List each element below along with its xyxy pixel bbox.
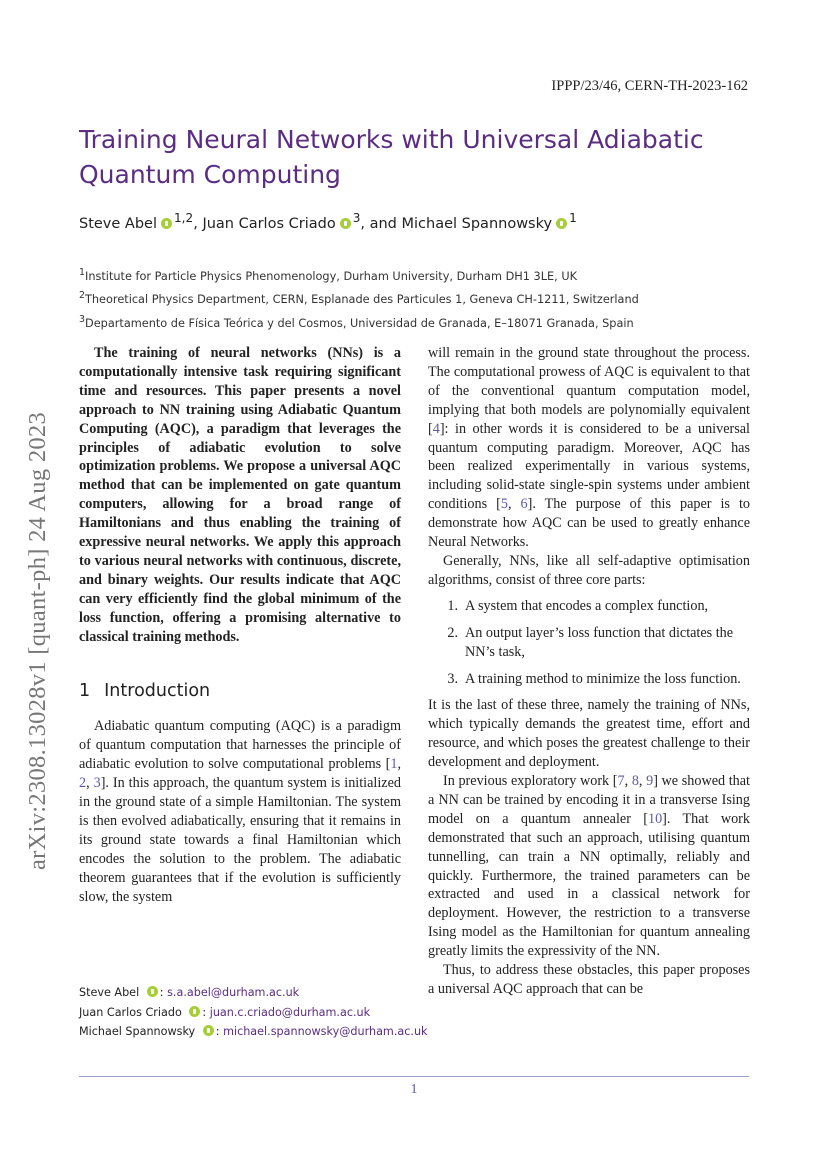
citation-link[interactable]: 9	[646, 773, 654, 790]
footnote: Steve Abel : s.a.abel@durham.ac.uk	[79, 986, 300, 999]
orcid-icon[interactable]	[147, 986, 158, 997]
citation-link[interactable]: 1	[390, 756, 398, 773]
citation-link[interactable]: 4	[432, 420, 440, 437]
intro-paragraph: In previous exploratory work [7, 8, 9] we showed that a NN can be trained by encoding it in a transverse Ising model on a quantum annealer [10]. That work demonstrated that such an approach, utilising quantum tunnelling, can train a NN optimally, reliably and quickly. Furthermore, the trained parameters can be extracted and used in a classical network for deployment. However, the restriction to a transverse Ising model as the Hamiltonian for quantum annealing greatly limits the expressivity of the NN.	[428, 773, 750, 960]
author-footnotes	[79, 983, 428, 1042]
page-number: 1	[410, 1082, 418, 1097]
citation-link[interactable]: 7	[617, 773, 625, 790]
affiliation: $^3$Departamento de Física Teórica y del Cosmos, Universidad de Granada, E–18071 Granada, Spain	[79, 313, 634, 330]
author-affil-sup: 3	[352, 211, 361, 225]
affiliation-list	[79, 263, 639, 333]
orcid-icon[interactable]	[189, 1006, 200, 1017]
author-name: Juan Carlos Criado	[202, 215, 336, 232]
citation-link[interactable]: 6	[520, 496, 528, 513]
left-column	[79, 344, 401, 906]
intro-paragraph: It is the last of these three, namely the training of NNs, which typically demands the greatest time, effort and resource, and which poses the greatest challenge to their development and deployment.	[428, 697, 750, 771]
author-list: Steve Abel $^{1,2}$, Juan Carlos Criado $^3$, and Michael Spannowsky $^1$	[79, 211, 577, 232]
list-item: 2. An output layer’s loss function that dictates the NN’s task,	[447, 624, 734, 660]
orcid-icon[interactable]	[340, 218, 351, 229]
citation-link[interactable]: 10	[647, 810, 663, 827]
footnote: Michael Spannowsky : michael.spannowsky@durham.ac.uk	[79, 1025, 428, 1038]
author-name: Michael Spannowsky	[401, 215, 553, 232]
intro-paragraph: Generally, NNs, like all self-adaptive optimisation algorithms, consist of three core parts:	[428, 552, 750, 588]
email-link[interactable]: michael.spannowsky@durham.ac.uk	[223, 1025, 428, 1038]
citation-link[interactable]: 3	[93, 775, 101, 792]
author-name: Steve Abel	[79, 215, 157, 232]
right-column	[428, 344, 750, 999]
abstract: The training of neural networks (NNs) is a computationally intensive task requiring significant time and resources. This paper presents a novel approach to NN training using Adiabatic Quantum Computing (AQC), a paradigm that leverages the principles of adiabatic evolution to solve optimization problems. We propose a universal AQC method that can be implemented on gate quantum computers, allowing for a broad range of Hamiltonians and thus enabling the training of expressive neural networks. We apply this approach to various neural networks with continuous, discrete, and binary weights. Our results indicate that AQC can very efficiently find the global minimum of the loss function, offering a promising alternative to classical training methods.	[79, 345, 401, 645]
author-affil-sup: 1	[569, 211, 577, 225]
intro-paragraph: Thus, to address these obstacles, this paper proposes a universal AQC approach that can be	[428, 962, 750, 997]
email-link[interactable]: s.a.abel@durham.ac.uk	[167, 986, 300, 999]
citation-link[interactable]: 8	[631, 773, 639, 790]
report-number: IPPP/23/46, CERN-TH-2023-162	[551, 78, 748, 94]
citation-link[interactable]: 2	[79, 775, 87, 792]
affiliation: $^1$Institute for Particle Physics Phenomenology, Durham University, Durham DH1 3LE, UK	[79, 267, 578, 283]
section-heading: 1 Introduction	[79, 680, 211, 701]
orcid-icon[interactable]	[556, 218, 567, 229]
citation-link[interactable]: 5	[500, 496, 508, 513]
intro-paragraph: Adiabatic quantum computing (AQC) is a paradigm of quantum computation that harnesses the principle of adiabatic evolution to solve computational problems [1, 2, 3]. In this approach, the quantum system is initialized in the ground state of a simple Hamiltonian. The system is then evolved adiabatically, ensuring that it remains in its ground state towards a final Hamiltonian which encodes the solution to the problem. The adiabatic theorem guarantees that if the evolution is sufficiently slow, the system	[79, 718, 401, 905]
paper-title: Training Neural Networks with Universal Adiabatic Quantum Computing	[79, 125, 704, 189]
author-affil-sup: 1,2	[174, 211, 194, 225]
intro-paragraph: will remain in the ground state throughout the process. The computational prowess of AQC is equivalent to that of the conventional quantum computation model, implying that both models are polynomially equivalent [4]: in other words it is considered to be a universal quantum computing paradigm. Moreover, AQC has been realized experimentally in various systems, including solid-state single-spin systems under ambient conditions [5, 6]. The purpose of this paper is to demonstrate how AQC can be used to greatly enhance Neural Networks.	[428, 345, 751, 551]
footer-rule	[79, 1076, 749, 1077]
list-item: 3. A training method to minimize the loss function.	[447, 670, 741, 687]
affiliation: $^2$Theoretical Physics Department, CERN, Esplanade des Particules 1, Geneva CH-1211, Switzerland	[79, 290, 639, 307]
footnote: Juan Carlos Criado : juan.c.criado@durham.ac.uk	[79, 1005, 371, 1019]
email-link[interactable]: juan.c.criado@durham.ac.uk	[209, 1005, 371, 1019]
arxiv-stamp: arXiv:2308.13028v1 [quant-ph] 24 Aug 2023	[24, 411, 51, 870]
core-parts-list	[428, 597, 750, 689]
orcid-icon[interactable]	[203, 1025, 214, 1036]
list-item: 1. A system that encodes a complex function,	[447, 597, 709, 614]
orcid-icon[interactable]	[161, 218, 172, 229]
